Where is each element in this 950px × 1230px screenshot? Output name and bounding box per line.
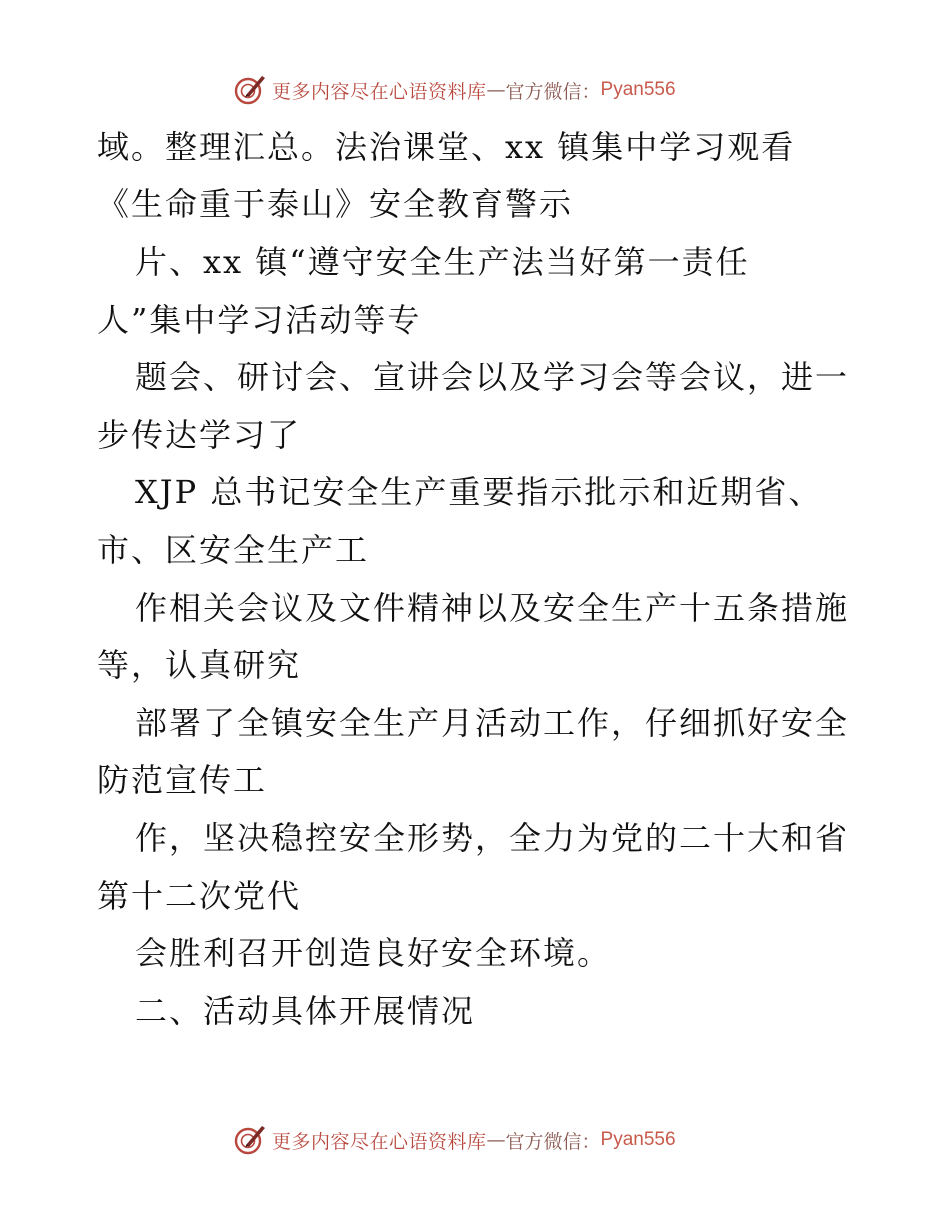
text-line: 《生命重于泰山》安全教育警示 bbox=[97, 185, 574, 223]
watermark-separator: — bbox=[486, 79, 506, 101]
text-line: 片、xx 镇“遵守安全生产法当好第一责任 bbox=[135, 243, 750, 281]
text-line: 等，认真研究 bbox=[97, 646, 302, 684]
watermark-wechat-id: Pyan556 bbox=[600, 1129, 676, 1150]
text-line: 第十二次党代 bbox=[97, 877, 302, 915]
watermark-wechat-label: 官方微信： bbox=[505, 80, 601, 103]
watermark-site-name: 更多内容尽在心语资料库 bbox=[272, 80, 487, 103]
text-line: 市、区安全生产工 bbox=[97, 531, 370, 569]
text-line: 作相关会议及文件精神以及安全生产十五条措施 bbox=[135, 589, 850, 627]
text-line: XJP 总书记安全生产重要指示批示和近期省、 bbox=[135, 473, 823, 511]
section-heading: 二、活动具体开展情况 bbox=[135, 992, 476, 1030]
watermark-wechat-label: 官方微信： bbox=[505, 1130, 601, 1153]
text-line: 步传达学习了 bbox=[97, 416, 302, 454]
text-line: 部署了全镇安全生产月活动工作，仔细抓好安全 bbox=[135, 704, 850, 742]
watermark-separator: — bbox=[486, 1129, 506, 1151]
text-line: 题会、研讨会、宣讲会以及学习会等会议，进一 bbox=[135, 358, 850, 396]
text-line: 域。整理汇总。法治课堂、xx 镇集中学习观看 bbox=[97, 128, 796, 166]
watermark-wechat-id: Pyan556 bbox=[600, 79, 676, 100]
text-line: 作，坚决稳控安全形势，全力为党的二十大和省 bbox=[135, 819, 850, 857]
watermark-footer bbox=[232, 1120, 676, 1160]
watermark-site-name: 更多内容尽在心语资料库 bbox=[272, 1130, 487, 1153]
quill-logo-icon bbox=[232, 1122, 268, 1158]
text-line: 会胜利召开创造良好安全环境。 bbox=[135, 934, 612, 972]
text-line: 防范宣传工 bbox=[97, 761, 268, 799]
text-line: 人”集中学习活动等专 bbox=[97, 301, 422, 339]
